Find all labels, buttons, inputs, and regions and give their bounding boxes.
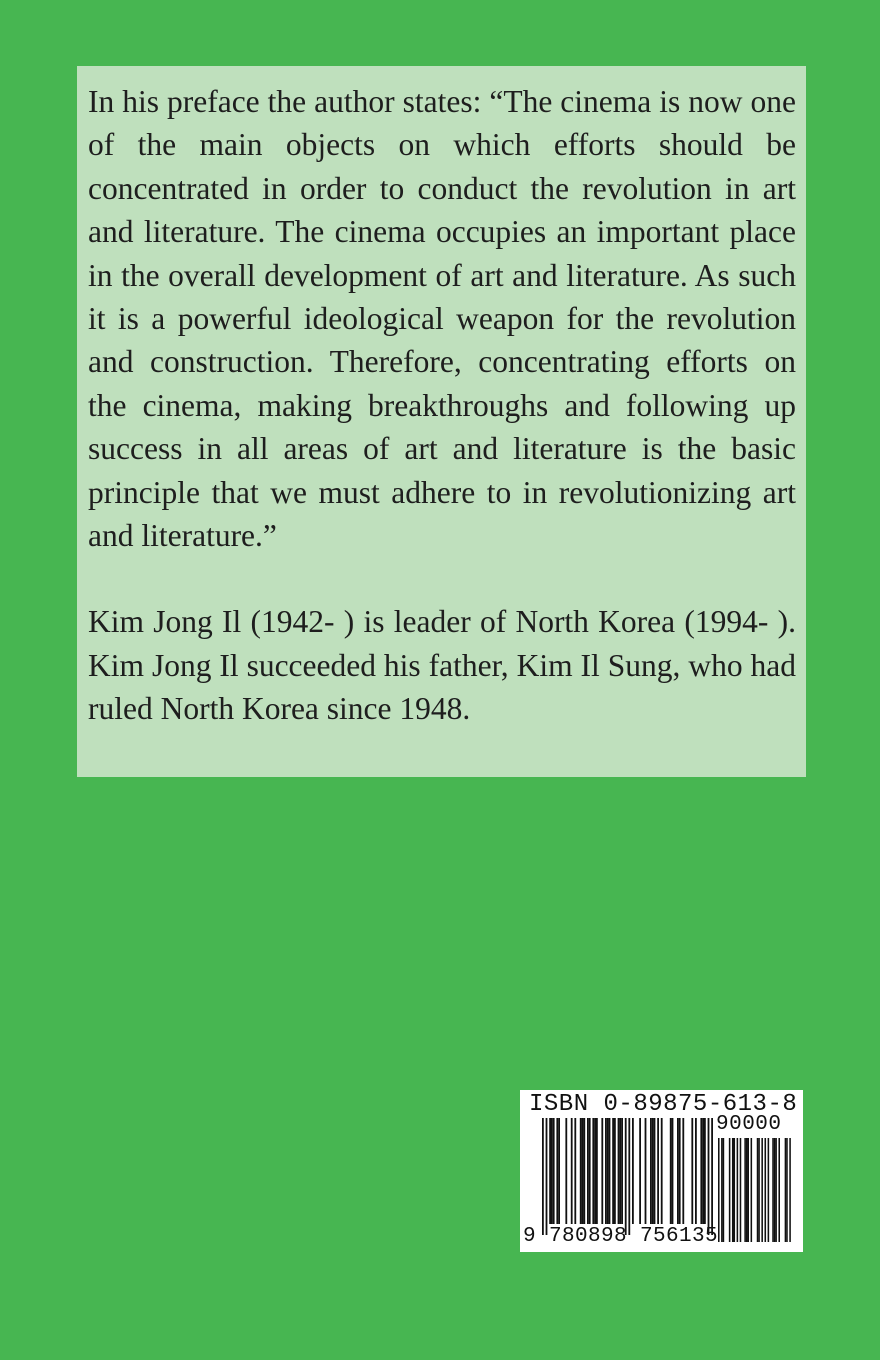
addon-bar: [774, 1138, 776, 1242]
preface-quote: In his preface the author states: “The cinema is now one of the main objects on which efforts should be concentrated in order to conduct the revolution in art and literature. The cinema occupies an important place in the overall development of art and literature. As such it is a powerful ideological weapon for the revolution and construction. Therefore, concentrating efforts on the cinema, making breakthroughs and following up success in all areas of art and literature is the basic principle that we must adhere to in revolutionizing art and literature.”: [88, 84, 796, 554]
addon-bar: [757, 1138, 759, 1242]
barcode-bar: [605, 1118, 607, 1224]
addon-bar: [744, 1138, 746, 1242]
addon-bar: [768, 1138, 770, 1242]
addon-bar: [778, 1138, 780, 1242]
barcode-bar: [551, 1118, 553, 1224]
barcode-bar: [583, 1118, 585, 1224]
addon-bar: [751, 1138, 753, 1242]
barcode-bar: [587, 1118, 589, 1224]
barcode-bar: [556, 1118, 558, 1224]
addon-bar: [765, 1138, 767, 1242]
barcode-bar: [574, 1118, 576, 1224]
barcode-bar: [614, 1118, 616, 1224]
barcode-bar: [677, 1118, 679, 1224]
barcode-bar: [592, 1118, 594, 1224]
barcode-bar: [558, 1118, 560, 1224]
addon-bar: [732, 1138, 734, 1242]
barcode-bar: [589, 1118, 591, 1224]
barcode-bar: [704, 1118, 706, 1224]
barcode-bar: [695, 1118, 697, 1224]
addon-bar: [737, 1138, 739, 1242]
barcode-bar: [571, 1118, 573, 1224]
addon-bar: [789, 1138, 791, 1242]
barcode-bar: [639, 1118, 641, 1224]
barcode-bar: [708, 1118, 710, 1235]
barcode-bar: [580, 1118, 582, 1224]
addon-bar: [721, 1138, 723, 1242]
barcode-bar: [618, 1118, 620, 1224]
barcode-bar: [672, 1118, 674, 1224]
barcode-bar: [612, 1118, 614, 1224]
barcode-bar: [654, 1118, 656, 1224]
barcode-bar: [621, 1118, 623, 1224]
barcode-bar: [702, 1118, 704, 1224]
barcode-bar: [549, 1118, 551, 1224]
barcode-bar: [628, 1118, 630, 1235]
barcode-bar: [652, 1118, 654, 1224]
isbn-barcode: [520, 1090, 803, 1252]
barcode-bar: [582, 1118, 584, 1224]
ean-digits: 9 780898 756135: [523, 1225, 719, 1248]
addon-bar: [758, 1138, 760, 1242]
barcode-bar: [596, 1118, 598, 1224]
addon-bar: [734, 1138, 736, 1242]
addon-bar: [772, 1138, 774, 1242]
addon-bar: [761, 1138, 763, 1242]
addon-bar: [785, 1138, 787, 1242]
barcode-bar: [645, 1118, 647, 1224]
barcode-bar: [553, 1118, 555, 1224]
addon-bar: [786, 1138, 788, 1242]
barcode-bar: [650, 1118, 652, 1224]
barcode-bar: [661, 1118, 663, 1224]
blurb-panel: [77, 66, 806, 777]
addon-bar: [723, 1138, 725, 1242]
barcode-bar: [670, 1118, 672, 1224]
barcode-bar: [546, 1118, 548, 1235]
barcode-bar: [609, 1118, 611, 1224]
addon-bar: [775, 1138, 777, 1242]
author-bio: Kim Jong Il (1942- ) is leader of North Korea (1994- ). Kim Jong Il succeeded his father, Kim Il Sung, who had ruled North Korea since 1948.: [88, 604, 796, 727]
barcode-bar: [682, 1118, 684, 1224]
barcode-bar: [542, 1118, 544, 1235]
addon-bar: [718, 1138, 720, 1242]
barcode-bar: [594, 1118, 596, 1224]
barcode-bar: [619, 1118, 621, 1224]
barcode-bar: [657, 1118, 659, 1224]
price-code: 90000: [716, 1113, 782, 1136]
barcode-bar: [700, 1118, 702, 1224]
barcode-bar: [711, 1118, 713, 1235]
barcode-bar: [601, 1118, 603, 1224]
addon-bar: [729, 1138, 731, 1242]
addon-bar: [740, 1138, 742, 1242]
barcode-bar: [625, 1118, 627, 1235]
barcode-bar: [679, 1118, 681, 1224]
addon-bar: [747, 1138, 749, 1242]
barcode-bar: [632, 1118, 634, 1224]
barcode-bar: [691, 1118, 693, 1224]
barcode-bar: [565, 1118, 567, 1224]
addon-bar: [746, 1138, 748, 1242]
isbn-label: ISBN 0-89875-613-8: [529, 1091, 798, 1118]
barcode-bar: [607, 1118, 609, 1224]
